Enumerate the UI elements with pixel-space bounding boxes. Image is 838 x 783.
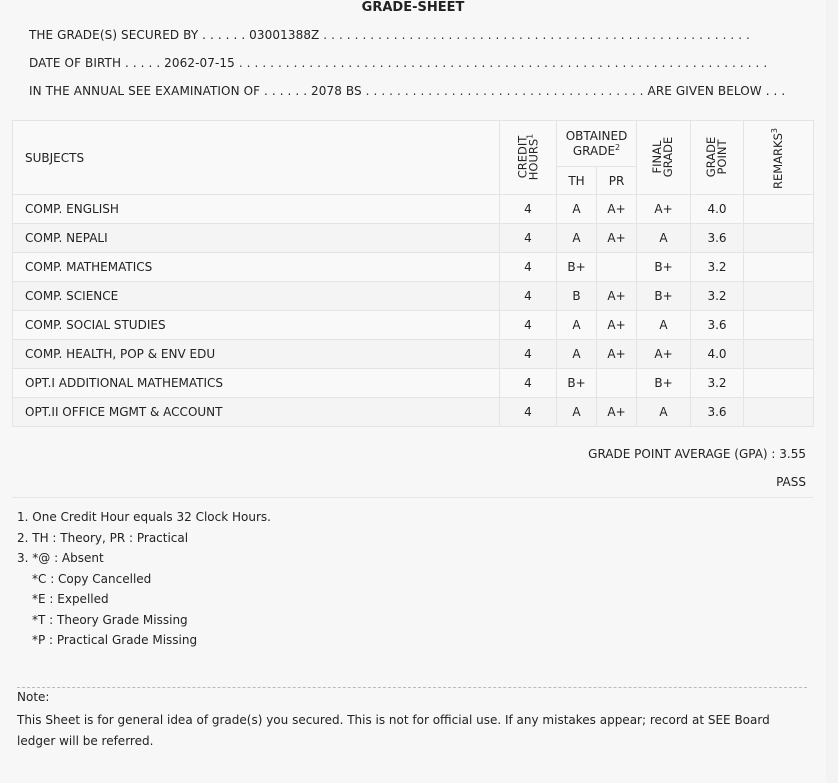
credit-cell: 4 [500, 195, 557, 224]
exam-dots: . . . . . . . . . . . . . . . . . . . . . . . . . . . . . . . . . . . . [365, 84, 644, 98]
grade-point-cell: 4.0 [691, 195, 744, 224]
final-grade-cell: A+ [637, 195, 691, 224]
table-row [13, 340, 814, 369]
table-row [13, 311, 814, 340]
note-text: This Sheet is for general idea of grade(s) you secured. This is not for official use. If any mistakes appear; record at SEE Board ledger will be referred. [17, 713, 770, 748]
grade-point-cell: 3.2 [691, 369, 744, 398]
subject-cell: COMP. SCIENCE [13, 282, 500, 311]
theory-grade-cell: A [557, 195, 597, 224]
col-th: TH [557, 167, 597, 195]
grade-point-cell: 3.2 [691, 253, 744, 282]
grade-rows [13, 195, 814, 427]
subject-cell: OPT.I ADDITIONAL MATHEMATICS [13, 369, 500, 398]
theory-grade-cell: A [557, 340, 597, 369]
practical-grade-cell: A+ [597, 282, 637, 311]
final-grade-cell: B+ [637, 369, 691, 398]
exam-suffix: ARE GIVEN BELOW . . . [647, 84, 786, 98]
exam-line [29, 84, 786, 98]
subject-cell: COMP. MATHEMATICS [13, 253, 500, 282]
col-obtained-grade: OBTAINED GRADE$^2$ [557, 121, 637, 167]
table-row [13, 398, 814, 427]
table-row [13, 253, 814, 282]
practical-grade-cell: A+ [597, 311, 637, 340]
subject-cell: OPT.II OFFICE MGMT & ACCOUNT [13, 398, 500, 427]
theory-grade-cell: B+ [557, 369, 597, 398]
footnote-item: *T : Theory Grade Missing [32, 612, 188, 627]
col-subjects: SUBJECTS [13, 121, 500, 195]
remarks-cell [744, 282, 814, 311]
footnote-item: 2. TH : Theory, PR : Practical [17, 530, 189, 545]
final-grade-cell: A [637, 224, 691, 253]
footnote-item: 3. *@ : Absent [17, 551, 104, 565]
dob-value: 2062-07-15 [164, 56, 235, 70]
credit-cell: 4 [500, 369, 557, 398]
remarks-cell [744, 340, 814, 369]
col-remarks: REMARKS$^3$ [744, 121, 814, 195]
grade-point-cell: 3.6 [691, 398, 744, 427]
col-credit-hours: CREDIT HOURS$^1$ [500, 121, 557, 195]
dob-dots: . . . . . . . . . . . . . . . . . . . . . . . . . . . . . . . . . . . . . . . . . . . . . . . . . . . . . . . . . . . . . . . . . . . . [238, 56, 768, 70]
credit-cell: 4 [500, 282, 557, 311]
table-row [13, 369, 814, 398]
dashed-divider [17, 687, 807, 688]
grades-table [12, 120, 814, 427]
remarks-cell [744, 195, 814, 224]
practical-grade-cell: A+ [597, 340, 637, 369]
final-grade-cell: A+ [637, 340, 691, 369]
table-row [13, 195, 814, 224]
footnote-item: *E : Expelled [32, 592, 109, 606]
grade-point-cell: 3.6 [691, 224, 744, 253]
theory-grade-cell: A [557, 311, 597, 340]
table-row [13, 282, 814, 311]
col-grade-point: GRADE POINT [691, 121, 744, 195]
footnote-item: *C : Copy Cancelled [32, 571, 152, 586]
final-grade-cell: A [637, 311, 691, 340]
subject-cell: COMP. NEPALI [13, 224, 500, 253]
result-status: PASS [776, 475, 806, 489]
col-pr: PR [597, 167, 637, 195]
credit-cell: 4 [500, 398, 557, 427]
grade-point-cell: 3.2 [691, 282, 744, 311]
table-row [13, 224, 814, 253]
dob-line [29, 56, 768, 70]
footnote-item: 1. One Credit Hour equals 32 Clock Hours. [17, 510, 271, 524]
credit-cell: 4 [500, 253, 557, 282]
theory-grade-cell: A [557, 224, 597, 253]
footnote-item: *P : Practical Grade Missing [32, 633, 198, 647]
secured-by-label: THE GRADE(S) SECURED BY . . . . . . [29, 28, 246, 42]
final-grade-cell: B+ [637, 253, 691, 282]
practical-grade-cell: A+ [597, 398, 637, 427]
remarks-cell [744, 253, 814, 282]
theory-grade-cell: B [557, 282, 597, 311]
final-grade-cell: A [637, 398, 691, 427]
theory-grade-cell: B+ [557, 253, 597, 282]
practical-grade-cell [597, 369, 637, 398]
secured-by-dots: . . . . . . . . . . . . . . . . . . . . . . . . . . . . . . . . . . . . . . . . . . . . . . . . . . . . . . . [323, 28, 750, 42]
divider [12, 497, 813, 498]
practical-grade-cell [597, 253, 637, 282]
exam-label: IN THE ANNUAL SEE EXAMINATION OF . . . . . . [29, 84, 308, 98]
exam-year: 2078 BS [311, 84, 362, 98]
credit-cell: 4 [500, 224, 557, 253]
secured-by-line [29, 28, 749, 42]
dob-label: DATE OF BIRTH . . . . . [29, 56, 161, 70]
remarks-cell [744, 369, 814, 398]
note-heading: Note: [17, 690, 50, 704]
subject-cell: COMP. HEALTH, POP & ENV EDU [13, 340, 500, 369]
col-final-grade: FINAL GRADE [637, 121, 691, 195]
symbol-number: 03001388Z [249, 28, 320, 42]
grade-point-cell: 3.6 [691, 311, 744, 340]
remarks-cell [744, 398, 814, 427]
practical-grade-cell: A+ [597, 224, 637, 253]
subject-cell: COMP. SOCIAL STUDIES [13, 311, 500, 340]
theory-grade-cell: A [557, 398, 597, 427]
page-title: GRADE-SHEET [361, 0, 465, 15]
credit-cell: 4 [500, 311, 557, 340]
gpa-text: GRADE POINT AVERAGE (GPA) : 3.55 [588, 447, 806, 461]
subject-cell: COMP. ENGLISH [13, 195, 500, 224]
practical-grade-cell: A+ [597, 195, 637, 224]
grade-point-cell: 4.0 [691, 340, 744, 369]
footnotes [17, 507, 271, 651]
remarks-cell [744, 311, 814, 340]
final-grade-cell: B+ [637, 282, 691, 311]
remarks-cell [744, 224, 814, 253]
credit-cell: 4 [500, 340, 557, 369]
